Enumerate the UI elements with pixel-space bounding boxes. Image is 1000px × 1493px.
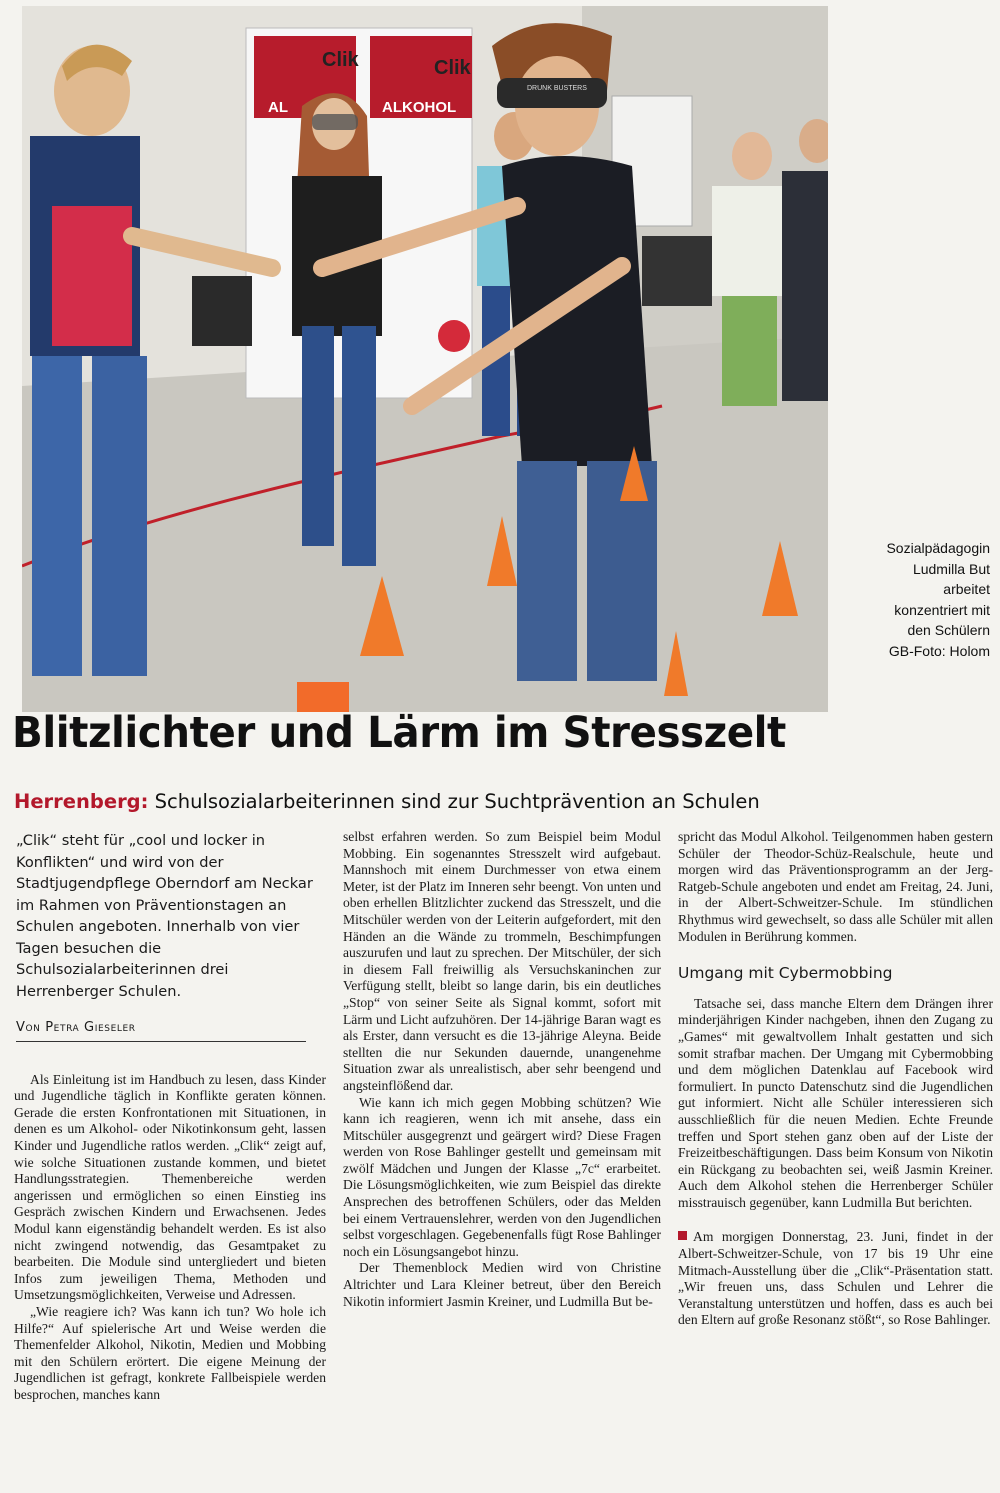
caption-line: Ludmilla But xyxy=(912,560,990,577)
info-note xyxy=(678,1229,993,1329)
caption-line: Sozialpädagogin xyxy=(886,540,990,556)
byline: Von Petra Gieseler xyxy=(16,1020,306,1042)
body-paragraph: „Wie reagiere ich? Was kann ich tun? Wo hole ich Hilfe?“ Auf spielerische Art und Weise werden die Themenfelder Alkohol, Nikotin, Medien und Mobbing mit den Schülern erörtert. Die eigene Meinung der Jugendlichen ist gefragt, konkrete Fallbeispiele werden besprochen, manches kann xyxy=(14,1303,326,1402)
intertitle: Umgang mit Cybermobbing xyxy=(678,964,893,983)
body-paragraph: Wie kann ich mich gegen Mobbing schützen? Wie kann ich reagieren, wenn ich mit ansehe, dass ein Mitschüler ausgegrenzt und geärgert wird? Diese Fragen werden von Rose Bahlinger gestellt und gemeinsam mit zwölf Mädchen und Jungen der Klasse „7c“ erarbeitet. Die Lösungsmöglichkeiten, wie zum Beispiel das direkte Ansprechen des betroffenen Schülers, oder das Melden bei einem Vertrauenslehrer, werden von den Jugendlichen selbst vorgeschlagen. Gegebenenfalls fügt Rose Bahlinger noch ein Lösungsangebot hinzu. xyxy=(343,1094,661,1259)
photo-illustration xyxy=(22,6,828,712)
body-paragraph: selbst erfahren werden. So zum Beispiel beim Modul Mobbing. Ein sogenanntes Stresszelt wird aufgebaut. Mannshoch mit einem Durchmesser von etwa einem Meter, ist der Platz im Inneren sehr beengt. Von unten und oben erhellen Blitzlichter zuckend das Stresszelt, und die Mitschüler werden von der Leiterin aufgefordert, mit den Händen an die Wände zu trommeln, Beschimpfungen auszurufen und laut zu sprechen. Der Mitschüler, der sich in diesem Fall freiwillig als Versuchskaninchen zur Verfügung stellt, bleibt so lange darin, bis ein deutliches „Stop“ von seiner Seite als Signal kommt, sofort mit Lärm und Licht aufzuhören. Der 14-jährige Baran wagt es als Erster, dann versucht es die 13-jährige Aleyna. Beide stellten die nur Sekunden dauernde, unangenehme Situation zwar als unrealistisch, aber sehr beengend und angsteinflößend dar. xyxy=(343,829,661,1093)
banner-brand-1: Clik xyxy=(322,49,359,71)
subheadline xyxy=(14,790,994,813)
body-paragraph: Der Themenblock Medien wird von Christine Altrichter und Lara Kleiner betreut, über den Bereich Nikotin informiert Jasmin Kreiner, und Ludmilla But be- xyxy=(343,1260,661,1309)
caption-line: den Schülern xyxy=(907,622,990,638)
column-2 xyxy=(343,829,661,1310)
info-note-text: Am morgigen Donnerstag, 23. Juni, findet in der Albert-Schweitzer-Schule, von 17 bis 19 Uhr eine Mitmach-Ausstellung über die „Clik“-Präsentation statt. „Wir freuen uns, dass Schulen und Lehrer die Veranstaltung unterstützen und hoffen, dass es auch bei den Eltern auf große Resonanz stößt“, so Rose Bahlinger. xyxy=(678,1229,993,1328)
body-paragraph: Als Einleitung ist im Handbuch zu lesen, dass Kinder und Jugendliche täglich in Konflikte geraten können. Gerade die ersten Konfrontationen mit Situationen, in denen es um Alkohol- oder Nikotinkonsum geht, lassen Kinder und Jugendliche ratlos werden. „Clik“ zeigt auf, wie solche Situationen zustande kommen, und bietet Handlungsstrategien. Themenbereiche werden angerissen und ermöglichen so einen Einstieg ins Gespräch zwischen Kindern und Erwachsenen. Jedes Modul kann eigenständig behandelt werden. Es ist also nicht zwingend notwendig, das Gesamtpaket zu bearbeiten. Die Module sind untergliedert und bieten Infos zum jeweiligen Thema, Methoden und Umsetzungsmöglichkeiten, Verweise und Adressen. xyxy=(14,1071,326,1303)
subhead-place: Herrenberg: xyxy=(14,790,149,813)
goggles-label: DRUNK BUSTERS xyxy=(527,85,587,92)
photo-caption xyxy=(840,538,990,661)
caption-line: konzentriert mit xyxy=(894,601,990,618)
column-1 xyxy=(14,830,326,1403)
headline: Blitzlichter und Lärm im Stresszelt xyxy=(12,708,786,758)
column-3 xyxy=(678,829,993,1329)
caption-credit: GB-Foto: Holom xyxy=(888,642,990,659)
lead-paragraph: „Clik“ steht für „cool und locker in Konflikten“ und wird von der Stadtjugendpflege Oberndorf am Neckar im Rahmen von Präventionstagen an Schulen angeboten. Innerhalb von vier Tagen besuchen die Schulsozialarbeiterinnen drei Herrenberger Schulen. xyxy=(16,832,313,1000)
banner-word-2: ALKOHOL xyxy=(382,99,457,116)
banner-word-1: AL xyxy=(268,99,288,116)
red-square-icon xyxy=(678,1231,687,1240)
body-paragraph: Tatsache sei, dass manche Eltern dem Drängen ihrer minderjährigen Kinder nachgeben, ihnen den Zugang zu „Games“ mit gewaltvollem Inhalt gestatten und sich somit strafbar machen. Der Umgang mit Cybermobbing und dem möglichen Datenklau auf Facebook wird formuliert. In puncto Datenschutz sind die Jugendlichen gut informiert. Nicht alle Schüler interessieren sich ausschließlich für die neuen Medien. Echte Freunde treffen und Sport stehen ganz oben auf der Liste der Freizeitbeschäftigungen. Dass beim Konsum von Nikotin ein Rückgang zu beobachten sei, weiß Jasmin Kreiner. Auch dem Alkohol stehen die Herrenberger Schüler misstrauisch gegenüber, kann Ludmilla But berichten. xyxy=(678,995,993,1210)
banner-brand-2: Clik xyxy=(434,57,471,79)
caption-line: arbeitet xyxy=(943,581,990,597)
subhead-text: Schulsozialarbeiterinnen sind zur Suchtprävention an Schulen xyxy=(148,790,760,813)
article-photo xyxy=(22,6,828,712)
body-paragraph: spricht das Modul Alkohol. Teilgenommen haben gestern Schüler der Theodor-Schüz-Realschule, heute und morgen wird das Präventionsprogramm an der Jerg-Ratgeb-Schule angeboten und endet am Freitag, 24. Juni, in der Albert-Schweitzer-Schule. Im stündlichen Rhythmus wird gewechselt, so dass alle Schüler mit allen Modulen in Berührung kommen. xyxy=(678,829,993,944)
